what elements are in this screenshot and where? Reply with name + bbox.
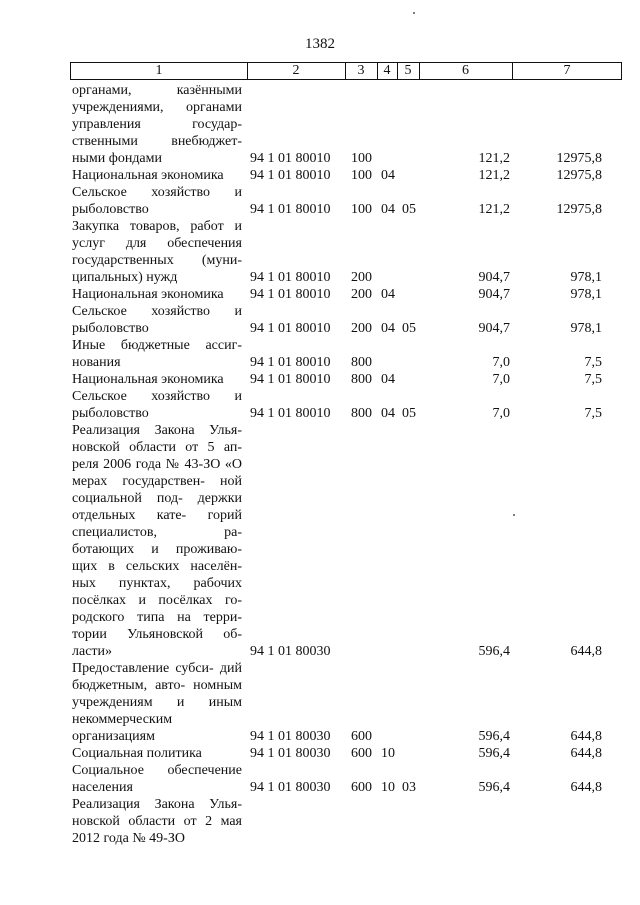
row-name: Реализация Закона Улья- новской области от 2 мая 2012 года № 49-ЗО — [72, 797, 242, 846]
row-vr: 800 — [351, 372, 372, 387]
row-value-2024: 12975,8 — [556, 151, 602, 166]
row-code: 94 1 01 80010 — [250, 168, 331, 183]
table-row — [0, 303, 640, 337]
row-pr: 05 — [402, 406, 416, 421]
row-rz: 04 — [381, 406, 395, 421]
row-code: 94 1 01 80010 — [250, 202, 331, 217]
table-row — [0, 660, 640, 745]
row-rz: 10 — [381, 746, 395, 761]
scan-speck — [413, 12, 415, 14]
table-row — [0, 184, 640, 218]
row-value-2023: 904,7 — [478, 270, 510, 285]
table-row — [0, 422, 640, 660]
row-value-2023: 904,7 — [478, 321, 510, 336]
row-rz: 10 — [381, 780, 395, 795]
row-vr: 800 — [351, 406, 372, 421]
row-vr: 200 — [351, 270, 372, 285]
row-name: Иные бюджетные ассиг- нования — [72, 338, 242, 370]
scan-speck — [513, 514, 515, 516]
row-code: 94 1 01 80030 — [250, 644, 331, 659]
row-vr: 600 — [351, 729, 372, 744]
row-vr: 200 — [351, 287, 372, 302]
row-name: Сельское хозяйство и рыболовство — [72, 185, 242, 217]
row-name: Национальная экономика — [72, 287, 224, 302]
row-code: 94 1 01 80010 — [250, 355, 331, 370]
header-col-7: 7 — [563, 63, 571, 78]
row-value-2024: 7,5 — [584, 406, 602, 421]
row-value-2024: 978,1 — [570, 287, 602, 302]
row-value-2023: 7,0 — [492, 406, 510, 421]
row-name: органами, казёнными учреждениями, органами управления государ- ственными внебюджет- ными фондами — [72, 83, 242, 166]
row-value-2024: 644,8 — [570, 644, 602, 659]
row-code: 94 1 01 80010 — [250, 151, 331, 166]
row-vr: 800 — [351, 355, 372, 370]
row-rz: 04 — [381, 202, 395, 217]
table-body — [0, 82, 640, 847]
row-value-2023: 7,0 — [492, 355, 510, 370]
row-name: Социальная политика — [72, 746, 202, 761]
table-row — [0, 337, 640, 371]
row-value-2024: 7,5 — [584, 355, 602, 370]
table-row — [0, 167, 640, 184]
row-value-2023: 121,2 — [478, 202, 510, 217]
row-value-2023: 121,2 — [478, 151, 510, 166]
row-name: Национальная экономика — [72, 168, 224, 183]
table-row — [0, 796, 640, 847]
row-code: 94 1 01 80010 — [250, 372, 331, 387]
row-name: Социальное обеспечение населения — [72, 763, 242, 795]
row-vr: 600 — [351, 746, 372, 761]
row-value-2024: 7,5 — [584, 372, 602, 387]
row-value-2023: 596,4 — [478, 644, 510, 659]
row-value-2023: 121,2 — [478, 168, 510, 183]
row-name: Предоставление субси- дий бюджетным, авто- номным учреждениям и иным некоммерческим организациям — [72, 661, 242, 744]
table-row — [0, 745, 640, 762]
row-pr: 05 — [402, 321, 416, 336]
row-value-2024: 978,1 — [570, 321, 602, 336]
row-value-2023: 7,0 — [492, 372, 510, 387]
row-rz: 04 — [381, 168, 395, 183]
row-pr: 05 — [402, 202, 416, 217]
row-value-2024: 644,8 — [570, 729, 602, 744]
header-col-2: 2 — [292, 63, 300, 78]
row-code: 94 1 01 80030 — [250, 780, 331, 795]
table-row — [0, 286, 640, 303]
row-vr: 200 — [351, 321, 372, 336]
row-value-2023: 596,4 — [478, 746, 510, 761]
row-code: 94 1 01 80030 — [250, 746, 331, 761]
row-vr: 600 — [351, 780, 372, 795]
row-code: 94 1 01 80010 — [250, 406, 331, 421]
table-row — [0, 82, 640, 167]
row-value-2024: 644,8 — [570, 746, 602, 761]
row-code: 94 1 01 80010 — [250, 321, 331, 336]
row-value-2023: 596,4 — [478, 780, 510, 795]
row-pr: 03 — [402, 780, 416, 795]
row-value-2023: 596,4 — [478, 729, 510, 744]
row-name: Сельское хозяйство и рыболовство — [72, 389, 242, 421]
row-rz: 04 — [381, 287, 395, 302]
header-col-6: 6 — [462, 63, 469, 78]
row-rz: 04 — [381, 372, 395, 387]
table-row — [0, 371, 640, 388]
row-name: Закупка товаров, работ и услуг для обеспечения государственных (муни- ципальных) нужд — [72, 219, 242, 285]
row-rz: 04 — [381, 321, 395, 336]
row-vr: 100 — [351, 151, 372, 166]
row-code: 94 1 01 80010 — [250, 287, 331, 302]
row-value-2024: 978,1 — [570, 270, 602, 285]
page-number: 1382 — [305, 36, 335, 52]
row-value-2024: 12975,8 — [556, 202, 602, 217]
row-code: 94 1 01 80030 — [250, 729, 331, 744]
header-col-3: 3 — [357, 63, 365, 78]
row-code: 94 1 01 80010 — [250, 270, 331, 285]
table-row — [0, 388, 640, 422]
table-row — [0, 218, 640, 286]
table-row — [0, 762, 640, 796]
table-header — [70, 62, 622, 80]
row-value-2024: 12975,8 — [556, 168, 602, 183]
header-col-5: 5 — [404, 63, 412, 78]
header-col-1: 1 — [155, 63, 163, 78]
row-vr: 100 — [351, 202, 372, 217]
row-vr: 100 — [351, 168, 372, 183]
row-name: Национальная экономика — [72, 372, 224, 387]
row-name: Сельское хозяйство и рыболовство — [72, 304, 242, 336]
row-value-2023: 904,7 — [478, 287, 510, 302]
row-value-2024: 644,8 — [570, 780, 602, 795]
header-col-4: 4 — [383, 63, 391, 78]
row-name: Реализация Закона Улья- новской области от 5 ап- реля 2006 года № 43-ЗО «О мерах государствен- ной социальной под- держки отдельных кате- горий специалистов, ра- ботающих и проживаю- щих в сельских населён- ных пунктах, рабочих посёлках и посёлках го- родского типа на терри- тории Ульяновской об- ласти» — [72, 423, 242, 659]
